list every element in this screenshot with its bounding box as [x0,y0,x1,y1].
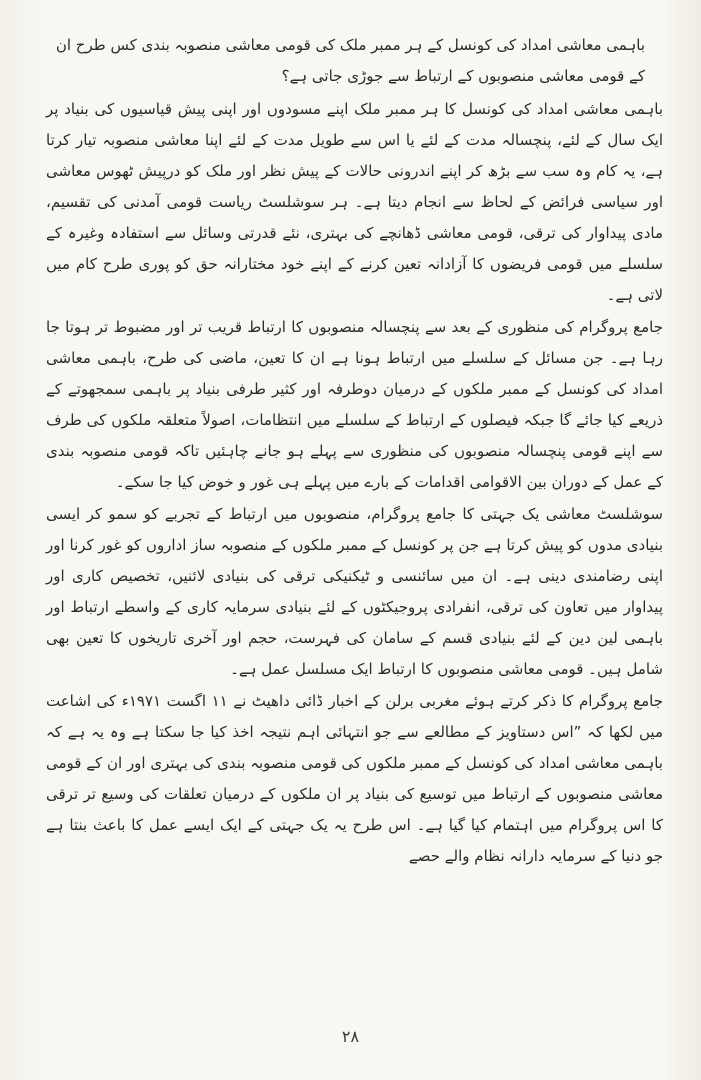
paragraph-3: سوشلسٹ معاشی یک جہتی کا جامع پروگرام، منصوبوں میں ارتباط کے تجربے کو سمو کر ایسی بنیادی مدوں کو پیش کرتا ہے جن پر کونسل کے ممبر ملکوں کے منصوبہ ساز اداروں کو غور کرنا اور اپنی رضامندی دینی ہے۔ ان میں سائنسی و ٹیکنیکی ترقی کی بنیادی لائنیں، تخصیص کاری اور پیداوار میں تعاون کی ترقی، انفرادی پروجیکٹوں کے لئے بنیادی سرمایہ کاری کے واسطے ارتباط اور باہمی لین دین کے لئے بنیادی قسم کے سامان کی فہرست، حجم اور آخری تاریخوں کا تعین بھی شامل ہیں۔ قومی معاشی منصوبوں کا ارتباط ایک مسلسل عمل ہے۔ [46,505,663,678]
page-number: ۲۸ [341,1027,360,1046]
paragraph-4: جامع پروگرام کا ذکر کرتے ہوئے مغربی برلن کے اخبار ڈائی داھیٹ نے ۱۱ اگست ۱۹۷۱ء کی اشاعت میں لکھا کہ ”اس دستاویز کے مطالعے سے جو انتہائی اہم نتیجہ اخذ کیا جا سکتا ہے وہ یہ ہے کہ باہمی معاشی امداد کی کونسل کے ممبر ملکوں کی قومی منصوبہ بندی کی بہتری اور ان کے قومی معاشی منصوبوں کے ارتباط میں توسیع کی بنیاد پر ان ملکوں کے درمیان تعلقات کی وسیع تر ترقی کا اس پروگرام میں اہتمام کیا گیا ہے۔ اس طرح یہ یک جہتی کے ایک ایسے عمل کا باعث بنتا ہے جو دنیا کے سرمایہ دارانہ نظام والے حصے [46,692,663,865]
section-heading: باہمی معاشی امداد کی کونسل کے ہر ممبر ملک کی قومی معاشی منصوبہ بندی کس طرح ان کے قومی معاشی منصوبوں کے ارتباط سے جوڑی جاتی ہے؟ [55,36,645,85]
page-text [46,30,663,1000]
paragraph-1: باہمی معاشی امداد کی کونسل کا ہر ممبر ملک اپنے مسودوں اور اپنی پیش قیاسیوں کی بنیاد پر ایک سال کے لئے، پنچسالہ مدت کے لئے یا اس سے طویل مدت کے لئے اپنا معاشی منصوبہ تیار کرتا ہے، یہ کام وہ سب سے بڑھ کر اپنے اندرونی حالات کے پیش نظر اور ملک کو درپیش ٹھوس معاشی اور سیاسی فرائض کے لحاظ سے انجام دیتا ہے۔ ہر سوشلسٹ ریاست قومی آمدنی کی تقسیم، مادی پیداوار کی ترقی، قومی معاشی ڈھانچے کی بہتری، نئے قدرتی وسائل سے استفادہ وغیرہ کے سلسلے میں قومی فریضوں کا آزادانہ تعین کرنے کے اپنے خود مختارانہ حق کو پوری طرح کام میں لاتی ہے۔ [46,100,663,304]
paragraph-2: جامع پروگرام کی منظوری کے بعد سے پنچسالہ منصوبوں کا ارتباط قریب تر اور مضبوط تر ہوتا جا رہا ہے۔ جن مسائل کے سلسلے میں ارتباط ہونا ہے ان کا تعین، ماضی کی طرح، باہمی معاشی امداد کی کونسل کے ممبر ملکوں کے درمیان دوطرفہ اور کثیر طرفی بنیاد پر باہمی سمجھوتے کے ذریعے کیا جائے گا جبکہ فیصلوں کے ارتباط کے سلسلے میں انتظامات، اصولاً متعلقہ ملکوں کی طرف سے اپنے قومی پنچسالہ منصوبوں کی منظوری سے پہلے ہو جانے چاہئیں تاکہ قومی منصوبہ بندی کے عمل کے دوران بین الاقوامی اقدامات کے بارے میں پہلے ہی غور و خوض کیا جا سکے۔ [46,318,663,491]
